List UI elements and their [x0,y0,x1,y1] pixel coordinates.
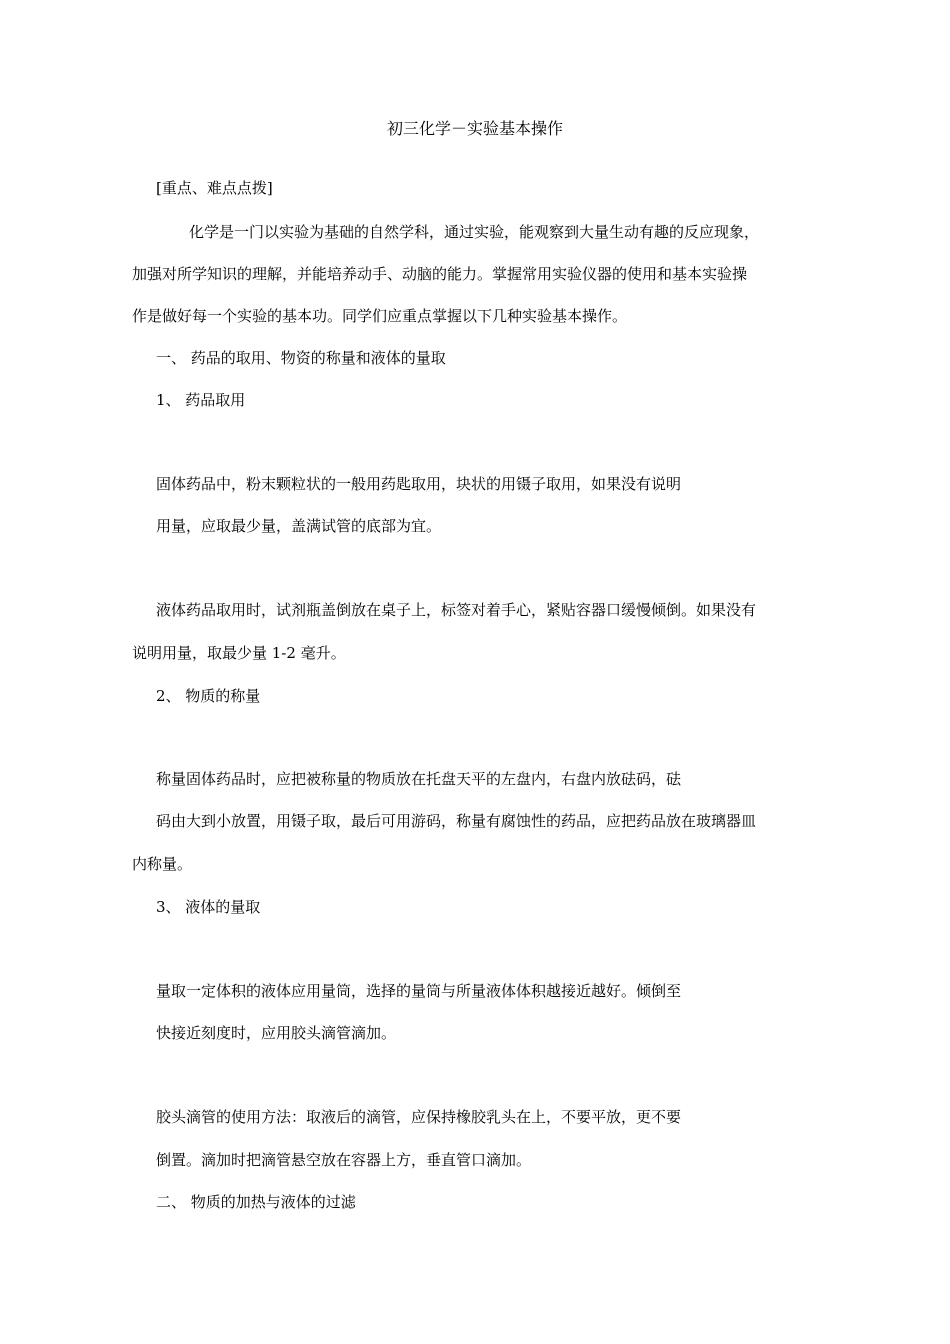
intro-line-3: 作是做好每一个实验的基本功。同学们应重点掌握以下几种实验基本操作。 [132,307,628,325]
sub3-para2-line-2: 倒置。滴加时把滴管悬空放在容器上方，垂直管口滴加。 [156,1151,532,1169]
section-1-heading: 一、 药品的取用、物资的称量和液体的量取 [156,349,446,367]
intro-line-2: 加强对所学知识的理解，并能培养动手、动脑的能力。掌握常用实验仪器的使用和基本实验操 [132,265,748,283]
sub1-para1-line-2: 用量，应取最少量，盖满试管的底部为宜。 [156,517,442,535]
sub2-para1-line-2: 码由大到小放置，用镊子取，最后可用游码，称量有腐蚀性的药品，应把药品放在玻璃器皿 [156,812,757,830]
sub2-para1-line-1: 称量固体药品时，应把被称量的物质放在托盘天平的左盘内，右盘内放砝码，砝 [156,770,682,788]
sub1-para1-line-1: 固体药品中，粉末颗粒状的一般用药匙取用，块状的用镊子取用，如果没有说明 [156,475,682,493]
section-2-heading: 二、 物质的加热与液体的过滤 [156,1193,356,1211]
sub1-para2-line-2: 说明用量，取最少量 1-2 毫升。 [132,644,346,662]
subsection-1-heading: 1、 药品取用 [156,391,246,409]
sub2-para1-line-3: 内称量。 [132,855,193,873]
subsection-3-heading: 3、 液体的量取 [156,898,261,916]
intro-line-1: 化学是一门以实验为基础的自然学科，通过实验，能观察到大量生动有趣的反应现象， [189,223,760,241]
sub3-para1-line-2: 快接近刻度时，应用胶头滴管滴加。 [156,1024,397,1042]
subsection-2-heading: 2、 物质的称量 [156,687,261,705]
sub3-para1-line-1: 量取一定体积的液体应用量筒，选择的量筒与所量液体体积越接近越好。倾倒至 [156,982,682,1000]
document-title: 初三化学－实验基本操作 [386,119,563,138]
key-points-label: [重点、难点点拨] [156,179,273,197]
sub3-para2-line-1: 胶头滴管的使用方法：取液后的滴管，应保持橡胶乳头在上，不要平放，更不要 [156,1108,682,1126]
sub1-para2-line-1: 液体药品取用时，试剂瓶盖倒放在桌子上，标签对着手心，紧贴容器口缓慢倾倒。如果没有 [156,601,757,619]
